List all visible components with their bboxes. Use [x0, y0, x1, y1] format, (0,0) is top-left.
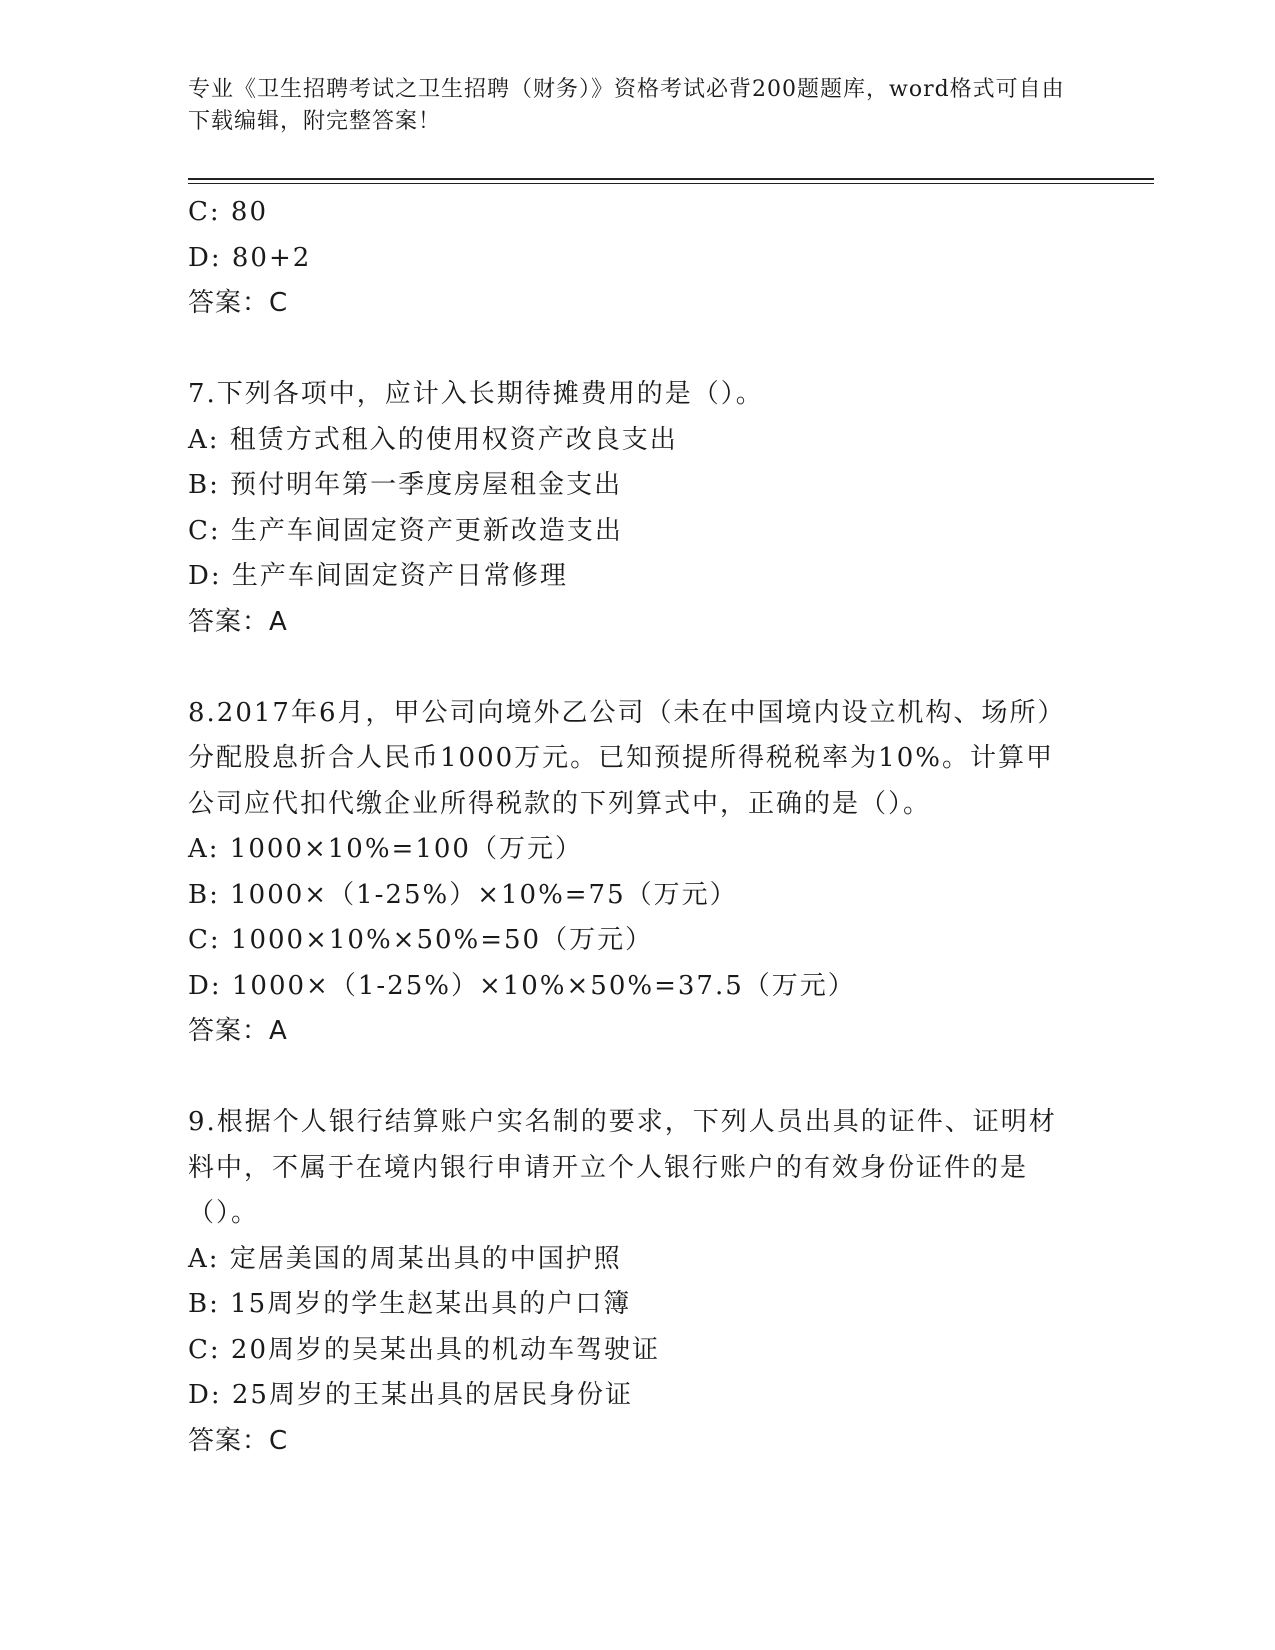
question-content: [188, 190, 1068, 1464]
option-d: D: 生产车间固定资产日常修理: [188, 561, 568, 591]
spacer: [188, 327, 1068, 373]
document-header-title: 专业《卫生招聘考试之卫生招聘（财务）》资格考试必背200题题库，word格式可自由下载编辑，附完整答案！: [188, 77, 1065, 134]
option-d: D: 1000×（1-25%）×10%×50%=37.5（万元）: [188, 970, 856, 1001]
spacer: [188, 645, 1068, 691]
answer-line: 答案：A: [188, 606, 288, 637]
option-a: A: 定居美国的周某出具的中国护照: [188, 1243, 622, 1274]
option-a: A: 租赁方式租入的使用权资产改良支出: [188, 424, 678, 455]
answer-line: 答案：C: [188, 288, 289, 318]
header-divider-thick: [188, 178, 1154, 180]
option-c: C: 80: [188, 197, 269, 227]
option-d: D: 25周岁的王某出具的居民身份证: [188, 1380, 633, 1410]
option-c: C: 生产车间固定资产更新改造支出: [188, 515, 623, 546]
question-text: 9.根据个人银行结算账户实名制的要求，下列人员出具的证件、证明材料中，不属于在境内银行申请开立个人银行账户的有效身份证件的是（）。: [188, 1107, 1057, 1228]
option-a: A: 1000×10%=100（万元）: [188, 834, 583, 864]
option-d: D: 80+2: [188, 242, 312, 273]
option-b: B: 1000×（1-25%）×10%=75（万元）: [188, 879, 738, 910]
answer-line: 答案：C: [188, 1425, 289, 1456]
question-block: [188, 1100, 1068, 1464]
spacer: [188, 1055, 1068, 1101]
question-block: [188, 691, 1068, 1055]
question-text: 7.下列各项中，应计入长期待摊费用的是（）。: [188, 379, 764, 409]
option-b: B: 预付明年第一季度房屋租金支出: [188, 470, 623, 500]
option-c: C: 1000×10%×50%=50（万元）: [188, 925, 654, 955]
answer-line: 答案：A: [188, 1016, 288, 1046]
question-text: 8.2017年6月，甲公司向境外乙公司（未在中国境内设立机构、场所）分配股息折合人民币1000万元。已知预提所得税税率为10%。计算甲公司应代扣代缴企业所得税款的下列算式中，正确的是（）。: [188, 697, 1066, 819]
option-b: B: 15周岁的学生赵某出具的户口簿: [188, 1289, 632, 1319]
header-divider-thin: [188, 183, 1154, 184]
question-block: [188, 372, 1068, 645]
continued-question: [188, 190, 1068, 327]
option-c: C: 20周岁的吴某出具的机动车驾驶证: [188, 1334, 661, 1365]
